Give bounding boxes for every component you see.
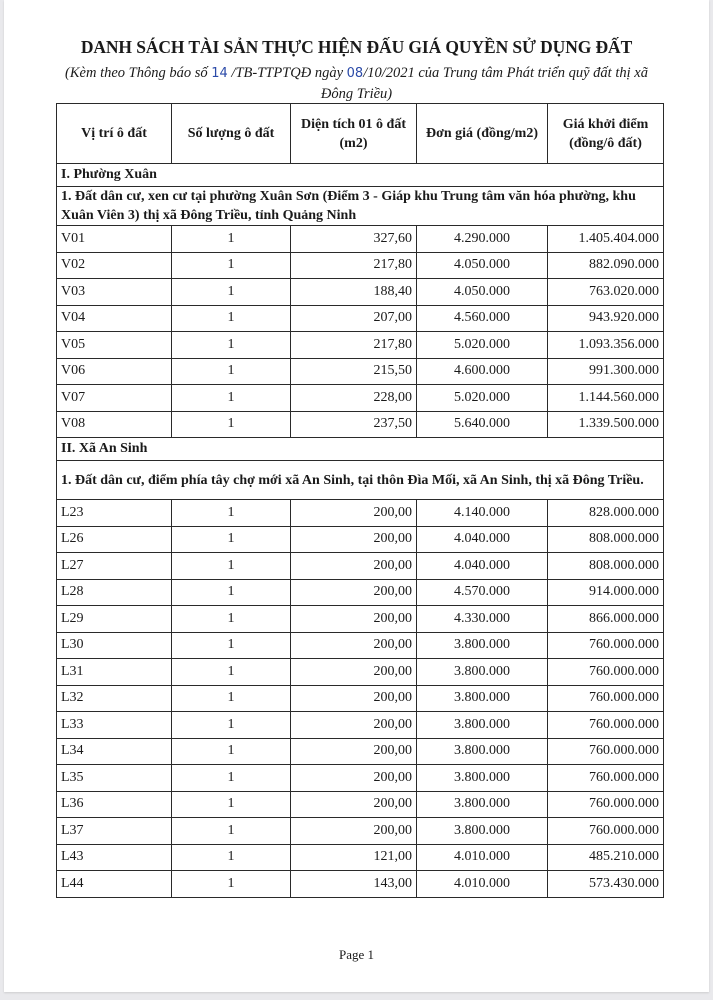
cell-unit-price: 4.040.000: [417, 553, 548, 580]
header-unit-price: Đơn giá (đồng/m2): [417, 104, 548, 164]
cell-unit-price: 4.290.000: [417, 226, 548, 253]
cell-starting-price: 760.000.000: [548, 632, 664, 659]
cell-starting-price: 1.405.404.000: [548, 226, 664, 253]
cell-starting-price: 760.000.000: [548, 659, 664, 686]
asset-table: [56, 103, 664, 898]
page-number: Page 1: [338, 947, 375, 962]
cell-location: L43: [57, 844, 172, 871]
section-row: [57, 164, 664, 187]
cell-quantity: 1: [172, 526, 291, 553]
cell-unit-price: 4.330.000: [417, 606, 548, 633]
cell-area: 207,00: [291, 305, 417, 332]
cell-quantity: 1: [172, 332, 291, 359]
cell-unit-price: 3.800.000: [417, 632, 548, 659]
cell-location: L31: [57, 659, 172, 686]
table-body: [57, 164, 664, 898]
cell-starting-price: 760.000.000: [548, 818, 664, 845]
document-page: [4, 0, 709, 992]
cell-area: 228,00: [291, 385, 417, 412]
table-row: [57, 738, 664, 765]
table-row: [57, 871, 664, 898]
cell-quantity: 1: [172, 871, 291, 898]
cell-area: 188,40: [291, 279, 417, 306]
cell-area: 200,00: [291, 579, 417, 606]
cell-quantity: 1: [172, 553, 291, 580]
cell-quantity: 1: [172, 791, 291, 818]
subsection-title: 1. Đất dân cư, xen cư tại phường Xuân Sơn (Điểm 3 - Giáp khu Trung tâm văn hóa phường, khu Xuân Viên 3) thị xã Đông Triều, tỉnh Quảng Ninh: [57, 187, 664, 226]
table-row: [57, 765, 664, 792]
table-row: [57, 358, 664, 385]
document-title: DANH SÁCH TÀI SẢN THỰC HIỆN ĐẤU GIÁ QUYỀN SỬ DỤNG ĐẤT: [80, 37, 633, 57]
notice-number-handwritten: 14: [211, 66, 228, 81]
cell-area: 217,80: [291, 332, 417, 359]
cell-starting-price: 914.000.000: [548, 579, 664, 606]
cell-area: 200,00: [291, 765, 417, 792]
cell-area: 143,00: [291, 871, 417, 898]
cell-unit-price: 5.020.000: [417, 385, 548, 412]
cell-starting-price: 882.090.000: [548, 252, 664, 279]
cell-quantity: 1: [172, 765, 291, 792]
cell-unit-price: 3.800.000: [417, 712, 548, 739]
header-quantity: Số lượng ô đất: [172, 104, 291, 164]
cell-unit-price: 4.050.000: [417, 279, 548, 306]
cell-quantity: 1: [172, 579, 291, 606]
cell-area: 217,80: [291, 252, 417, 279]
cell-quantity: 1: [172, 411, 291, 438]
cell-unit-price: 3.800.000: [417, 659, 548, 686]
table-row: [57, 844, 664, 871]
cell-starting-price: 1.093.356.000: [548, 332, 664, 359]
cell-quantity: 1: [172, 305, 291, 332]
cell-quantity: 1: [172, 279, 291, 306]
cell-area: 200,00: [291, 632, 417, 659]
cell-location: L35: [57, 765, 172, 792]
cell-starting-price: 1.144.560.000: [548, 385, 664, 412]
cell-location: V08: [57, 411, 172, 438]
cell-quantity: 1: [172, 500, 291, 527]
cell-area: 200,00: [291, 685, 417, 712]
cell-starting-price: 866.000.000: [548, 606, 664, 633]
cell-unit-price: 4.010.000: [417, 844, 548, 871]
table-row: [57, 332, 664, 359]
cell-area: 200,00: [291, 553, 417, 580]
cell-location: V03: [57, 279, 172, 306]
cell-starting-price: 1.339.500.000: [548, 411, 664, 438]
cell-unit-price: 5.640.000: [417, 411, 548, 438]
table-row: [57, 791, 664, 818]
cell-unit-price: 4.050.000: [417, 252, 548, 279]
cell-quantity: 1: [172, 385, 291, 412]
header-location: Vị trí ô đất: [57, 104, 172, 164]
table-row: [57, 305, 664, 332]
cell-starting-price: 485.210.000: [548, 844, 664, 871]
cell-location: L23: [57, 500, 172, 527]
subsection-row: [57, 461, 664, 500]
cell-starting-price: 991.300.000: [548, 358, 664, 385]
cell-unit-price: 3.800.000: [417, 818, 548, 845]
cell-location: L29: [57, 606, 172, 633]
table-row: [57, 606, 664, 633]
cell-quantity: 1: [172, 659, 291, 686]
table-row: [57, 226, 664, 253]
cell-quantity: 1: [172, 844, 291, 871]
table-row: [57, 579, 664, 606]
cell-location: L30: [57, 632, 172, 659]
document-subtitle: [54, 63, 659, 105]
cell-starting-price: 573.430.000: [548, 871, 664, 898]
cell-starting-price: 763.020.000: [548, 279, 664, 306]
table-row: [57, 818, 664, 845]
table-row: [57, 526, 664, 553]
table-row: [57, 279, 664, 306]
table-row: [57, 252, 664, 279]
subtitle-prefix: (Kèm theo Thông báo số: [65, 65, 212, 81]
cell-quantity: 1: [172, 632, 291, 659]
subtitle-mid: /TB-TTPTQĐ ngày: [227, 65, 347, 81]
cell-location: V01: [57, 226, 172, 253]
cell-area: 200,00: [291, 659, 417, 686]
cell-quantity: 1: [172, 226, 291, 253]
table-row: [57, 712, 664, 739]
cell-unit-price: 4.010.000: [417, 871, 548, 898]
table-row: [57, 659, 664, 686]
cell-unit-price: 3.800.000: [417, 791, 548, 818]
table-row: [57, 500, 664, 527]
cell-unit-price: 4.140.000: [417, 500, 548, 527]
cell-area: 200,00: [291, 738, 417, 765]
cell-unit-price: 4.600.000: [417, 358, 548, 385]
subsection-row: [57, 187, 664, 226]
cell-starting-price: 760.000.000: [548, 738, 664, 765]
cell-unit-price: 5.020.000: [417, 332, 548, 359]
cell-location: L27: [57, 553, 172, 580]
cell-area: 200,00: [291, 791, 417, 818]
cell-location: L37: [57, 818, 172, 845]
cell-quantity: 1: [172, 358, 291, 385]
cell-unit-price: 4.570.000: [417, 579, 548, 606]
table-header-row: [57, 104, 664, 164]
cell-area: 215,50: [291, 358, 417, 385]
cell-location: L44: [57, 871, 172, 898]
cell-unit-price: 4.560.000: [417, 305, 548, 332]
cell-location: V04: [57, 305, 172, 332]
cell-area: 327,60: [291, 226, 417, 253]
table-row: [57, 385, 664, 412]
cell-location: L34: [57, 738, 172, 765]
cell-starting-price: 760.000.000: [548, 712, 664, 739]
notice-day-handwritten: 08: [346, 66, 364, 81]
cell-starting-price: 760.000.000: [548, 765, 664, 792]
cell-location: L28: [57, 579, 172, 606]
cell-starting-price: 808.000.000: [548, 526, 664, 553]
cell-location: L33: [57, 712, 172, 739]
table-row: [57, 685, 664, 712]
cell-area: 200,00: [291, 500, 417, 527]
cell-quantity: 1: [172, 738, 291, 765]
cell-area: 121,00: [291, 844, 417, 871]
cell-location: L36: [57, 791, 172, 818]
table-row: [57, 411, 664, 438]
subtitle-suffix: /10/2021 của Trung tâm Phát triển quỹ đất thị xã Đông Triều): [320, 65, 648, 102]
cell-unit-price: 3.800.000: [417, 738, 548, 765]
cell-quantity: 1: [172, 252, 291, 279]
cell-location: V02: [57, 252, 172, 279]
cell-quantity: 1: [172, 685, 291, 712]
cell-starting-price: 828.000.000: [548, 500, 664, 527]
subsection-title: 1. Đất dân cư, điểm phía tây chợ mới xã An Sinh, tại thôn Đìa Mối, xã An Sinh, thị xã Đông Triều.: [57, 461, 664, 500]
cell-area: 200,00: [291, 712, 417, 739]
cell-area: 200,00: [291, 526, 417, 553]
section-title: II. Xã An Sinh: [57, 438, 664, 461]
cell-location: V07: [57, 385, 172, 412]
table-row: [57, 553, 664, 580]
cell-area: 237,50: [291, 411, 417, 438]
cell-location: V06: [57, 358, 172, 385]
cell-quantity: 1: [172, 818, 291, 845]
cell-starting-price: 760.000.000: [548, 685, 664, 712]
cell-starting-price: 943.920.000: [548, 305, 664, 332]
section-row: [57, 438, 664, 461]
cell-location: V05: [57, 332, 172, 359]
cell-unit-price: 3.800.000: [417, 685, 548, 712]
cell-quantity: 1: [172, 606, 291, 633]
cell-location: L26: [57, 526, 172, 553]
cell-quantity: 1: [172, 712, 291, 739]
header-area: Diện tích 01 ô đất (m2): [291, 104, 417, 164]
header-starting-price: Giá khởi điểm (đồng/ô đất): [548, 104, 664, 164]
cell-unit-price: 3.800.000: [417, 765, 548, 792]
cell-area: 200,00: [291, 818, 417, 845]
table-row: [57, 632, 664, 659]
cell-starting-price: 808.000.000: [548, 553, 664, 580]
cell-area: 200,00: [291, 606, 417, 633]
cell-unit-price: 4.040.000: [417, 526, 548, 553]
cell-starting-price: 760.000.000: [548, 791, 664, 818]
cell-location: L32: [57, 685, 172, 712]
section-title: I. Phường Xuân: [57, 164, 664, 187]
